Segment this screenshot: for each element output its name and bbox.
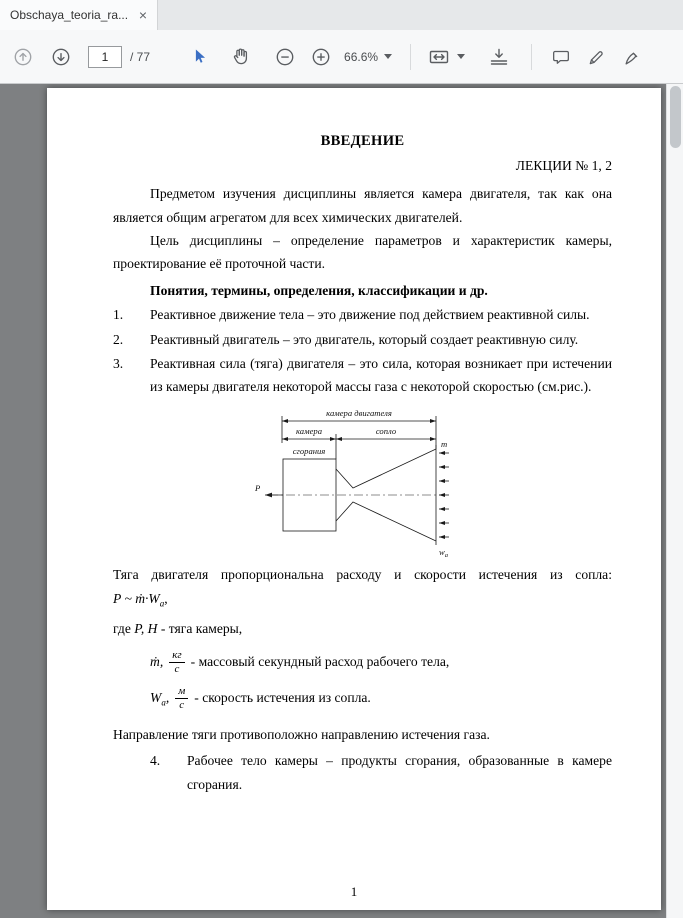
list-item-text: Рабочее тело камеры – продукты сгорания, образованные в камере сгорания. bbox=[187, 753, 612, 792]
toolbar-divider bbox=[410, 44, 411, 70]
list-item-number: 1. bbox=[113, 307, 124, 323]
list-item bbox=[113, 749, 612, 795]
list-item bbox=[113, 328, 612, 351]
fit-width-icon bbox=[427, 45, 451, 69]
zoom-out-button[interactable] bbox=[274, 46, 296, 68]
diagram-label-thrust: P bbox=[255, 483, 261, 494]
tab-title: Obschaya_teoria_ra... bbox=[10, 8, 129, 22]
paragraph: Цель дисциплины – определение параметров и характеристик камеры, проектирование её проточной части. bbox=[113, 232, 612, 272]
list-item bbox=[113, 303, 612, 326]
list-item-text: Реактивная сила (тяга) двигателя – это сила, которая возникает при истечении из камеры двигателя некоторой массы газа с некоторой скоростью (см.рис.). bbox=[150, 355, 612, 395]
vertical-scrollbar[interactable] bbox=[666, 84, 683, 918]
fit-width-button[interactable] bbox=[427, 45, 465, 69]
page-count-label: / 77 bbox=[130, 49, 151, 64]
document-tab[interactable] bbox=[0, 0, 158, 30]
list-item-text: Реактивный двигатель – это двигатель, который создает реактивную силу. bbox=[150, 331, 579, 347]
select-tool-button[interactable] bbox=[188, 46, 210, 68]
page-display-button[interactable] bbox=[487, 45, 511, 69]
definitions-heading: Понятия, термины, определения, классификации и др. bbox=[150, 283, 488, 299]
hand-icon bbox=[230, 46, 252, 68]
w-description: - скорость истечения из сопла. bbox=[194, 689, 371, 705]
diagram-label-nozzle: сопло bbox=[375, 426, 397, 437]
zoom-in-icon bbox=[310, 46, 332, 68]
velocity-definition bbox=[113, 683, 612, 718]
direction-paragraph: Направление тяги противоположно направлению истечения газа. bbox=[113, 727, 490, 743]
mass-flow-definition bbox=[113, 647, 612, 677]
kg-per-s-fraction: $\frac{кг}{с}$ bbox=[169, 649, 184, 676]
list-item-number: 3. bbox=[113, 355, 124, 371]
scroll-page-icon bbox=[487, 45, 511, 69]
page-down-button[interactable] bbox=[50, 46, 72, 68]
pdf-page bbox=[47, 88, 661, 910]
comment-bubble-icon bbox=[550, 46, 572, 68]
thrust-formula bbox=[113, 587, 612, 616]
engine-diagram bbox=[253, 407, 458, 559]
page-content bbox=[113, 88, 612, 796]
highlight-button[interactable] bbox=[586, 46, 608, 68]
mdot-description: - массовый секундный расход рабочего тела, bbox=[190, 653, 450, 669]
mdot-symbol: ṁ, bbox=[150, 653, 164, 669]
diagram-label-chamber: камера bbox=[296, 426, 322, 437]
comment-button[interactable] bbox=[550, 46, 572, 68]
page-number-footer: 1 bbox=[350, 884, 358, 899]
fill-sign-button[interactable] bbox=[622, 46, 644, 68]
where-prefix: где bbox=[113, 621, 131, 637]
select-cursor-icon bbox=[188, 46, 210, 68]
zoom-level-dropdown[interactable] bbox=[344, 50, 392, 64]
toolbar bbox=[0, 30, 683, 84]
pen-icon bbox=[586, 46, 608, 68]
page-number-input[interactable] bbox=[88, 46, 122, 68]
w-symbol: $W_a$, bbox=[150, 689, 170, 708]
list-item bbox=[113, 352, 612, 398]
where-variables: P, Н bbox=[134, 621, 158, 637]
diagram-label-mass-flow: m bbox=[441, 439, 448, 450]
document-viewport[interactable] bbox=[0, 84, 683, 918]
diagram-label-combustion: сгорания bbox=[292, 446, 326, 457]
diagram-label-velocity: $w_a$ bbox=[439, 547, 448, 560]
formula-subscript: a bbox=[159, 599, 165, 610]
page-up-button[interactable] bbox=[12, 46, 34, 68]
hand-tool-button[interactable] bbox=[230, 46, 252, 68]
where-line bbox=[113, 617, 612, 640]
thrust-paragraph: Тяга двигателя пропорциональна расходу и скорости истечения из сопла: bbox=[113, 567, 612, 583]
sign-pen-icon bbox=[622, 46, 644, 68]
lectures-line: ЛЕКЦИИ № 1, 2 bbox=[515, 158, 612, 174]
scrollbar-thumb[interactable] bbox=[670, 86, 681, 148]
tab-close-icon[interactable]: × bbox=[138, 7, 147, 23]
list-item-number: 4. bbox=[150, 753, 161, 769]
list-item-number: 2. bbox=[113, 331, 124, 347]
paragraph: Предметом изучения дисциплины является камера двигателя, так как она является общим агрегатом для всех химических двигателей. bbox=[113, 186, 612, 225]
diagram-label-engine-chamber: камера двигателя bbox=[326, 408, 392, 419]
tab-bar bbox=[0, 0, 683, 30]
formula-tail: , bbox=[164, 591, 168, 607]
zoom-level-label: 66.6% bbox=[344, 49, 379, 64]
list-item-text: Реактивное движение тела – это движение под действием реактивной силы. bbox=[150, 307, 590, 323]
formula-main: P ~ ṁ·W bbox=[113, 591, 160, 607]
document-title: ВВЕДЕНИЕ bbox=[320, 133, 405, 149]
toolbar-divider bbox=[531, 44, 532, 70]
where-description: - тяга камеры, bbox=[160, 621, 243, 637]
chevron-down-icon bbox=[384, 54, 392, 59]
zoom-in-button[interactable] bbox=[310, 46, 332, 68]
zoom-out-icon bbox=[274, 46, 296, 68]
page-up-icon bbox=[12, 46, 34, 68]
chevron-down-icon bbox=[457, 54, 465, 59]
page-down-icon bbox=[50, 46, 72, 68]
m-per-s-fraction: $\frac{м}{с}$ bbox=[175, 685, 188, 712]
